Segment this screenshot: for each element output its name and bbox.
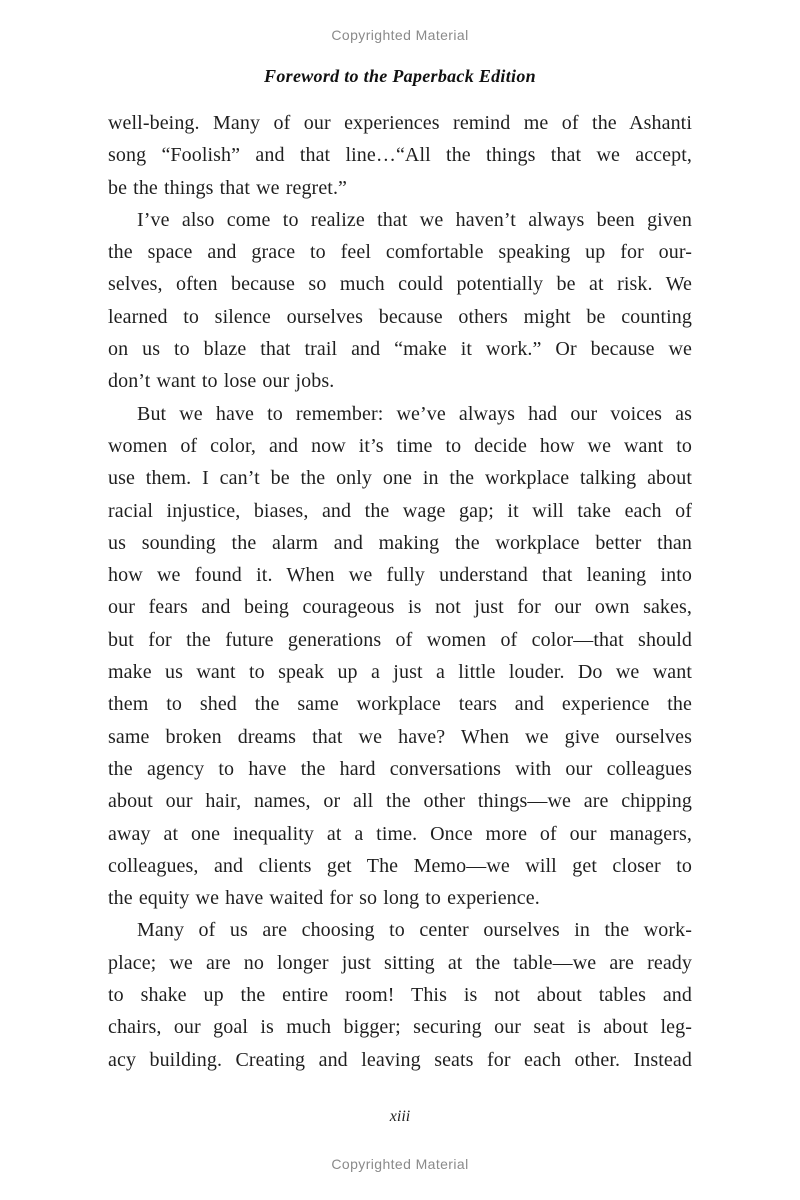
text-line: colleagues, and clients get The Memo—we will get closer to bbox=[108, 854, 692, 877]
text-line: chairs, our goal is much bigger; securing our seat is about leg- bbox=[108, 1016, 692, 1039]
text-line: make us want to speak up a just a little louder. Do we want bbox=[108, 661, 692, 684]
text-line: women of color, and now it’s time to decide how we want to bbox=[108, 434, 692, 457]
page-number: xiii bbox=[389, 1108, 411, 1125]
text-line: well-being. Many of our experiences remind me of the Ashanti bbox=[108, 112, 692, 134]
text-line: our fears and being courageous is not just for our own sakes, bbox=[108, 596, 692, 619]
text-line: about our hair, names, or all the other things—we are chipping bbox=[108, 790, 692, 813]
copyright-notice-top: Copyrighted Material bbox=[331, 27, 469, 43]
text-line: learned to silence ourselves because others might be counting bbox=[108, 305, 692, 328]
text-line: but for the future generations of women of color—that should bbox=[108, 628, 692, 651]
text-line: them to shed the same workplace tears and experience the bbox=[108, 693, 692, 716]
text-line: place; we are no longer just sitting at the table—we are ready bbox=[108, 951, 692, 974]
text-line: be the things that we regret.” bbox=[108, 176, 348, 199]
copyright-notice-bottom: Copyrighted Material bbox=[331, 1156, 469, 1172]
chapter-heading: Foreword to the Paperback Edition bbox=[264, 66, 536, 86]
text-line: racial injustice, biases, and the wage gap; it will take each of bbox=[108, 499, 692, 522]
text-line: the equity we have waited for so long to experience. bbox=[108, 887, 540, 910]
text-line: don’t want to lose our jobs. bbox=[108, 370, 335, 393]
text-line: the space and grace to feel comfortable speaking up for our- bbox=[108, 241, 692, 264]
text-line: same broken dreams that we have? When we give ourselves bbox=[108, 725, 692, 748]
text-line: away at one inequality at a time. Once more of our managers, bbox=[108, 822, 692, 845]
text-line: us sounding the alarm and making the workplace better than bbox=[108, 531, 692, 554]
text-line: selves, often because so much could potentially be at risk. We bbox=[108, 273, 692, 296]
text-line: acy building. Creating and leaving seats for each other. Instead bbox=[108, 1048, 692, 1071]
text-line: use them. I can’t be the only one in the workplace talking about bbox=[108, 467, 692, 490]
body-text bbox=[108, 107, 692, 1076]
text-line: Many of us are choosing to center ourselves in the work- bbox=[137, 919, 692, 942]
text-line: But we have to remember: we’ve always had our voices as bbox=[137, 402, 692, 425]
text-line: to shake up the entire room! This is not about tables and bbox=[108, 984, 692, 1007]
text-line: I’ve also come to realize that we haven’t always been given bbox=[137, 208, 692, 231]
text-line: song “Foolish” and that line…“All the things that we accept, bbox=[108, 144, 692, 167]
text-line: on us to blaze that trail and “make it work.” Or because we bbox=[108, 338, 692, 361]
text-line: the agency to have the hard conversations with our colleagues bbox=[108, 757, 692, 780]
text-line: how we found it. When we fully understand that leaning into bbox=[108, 564, 692, 587]
